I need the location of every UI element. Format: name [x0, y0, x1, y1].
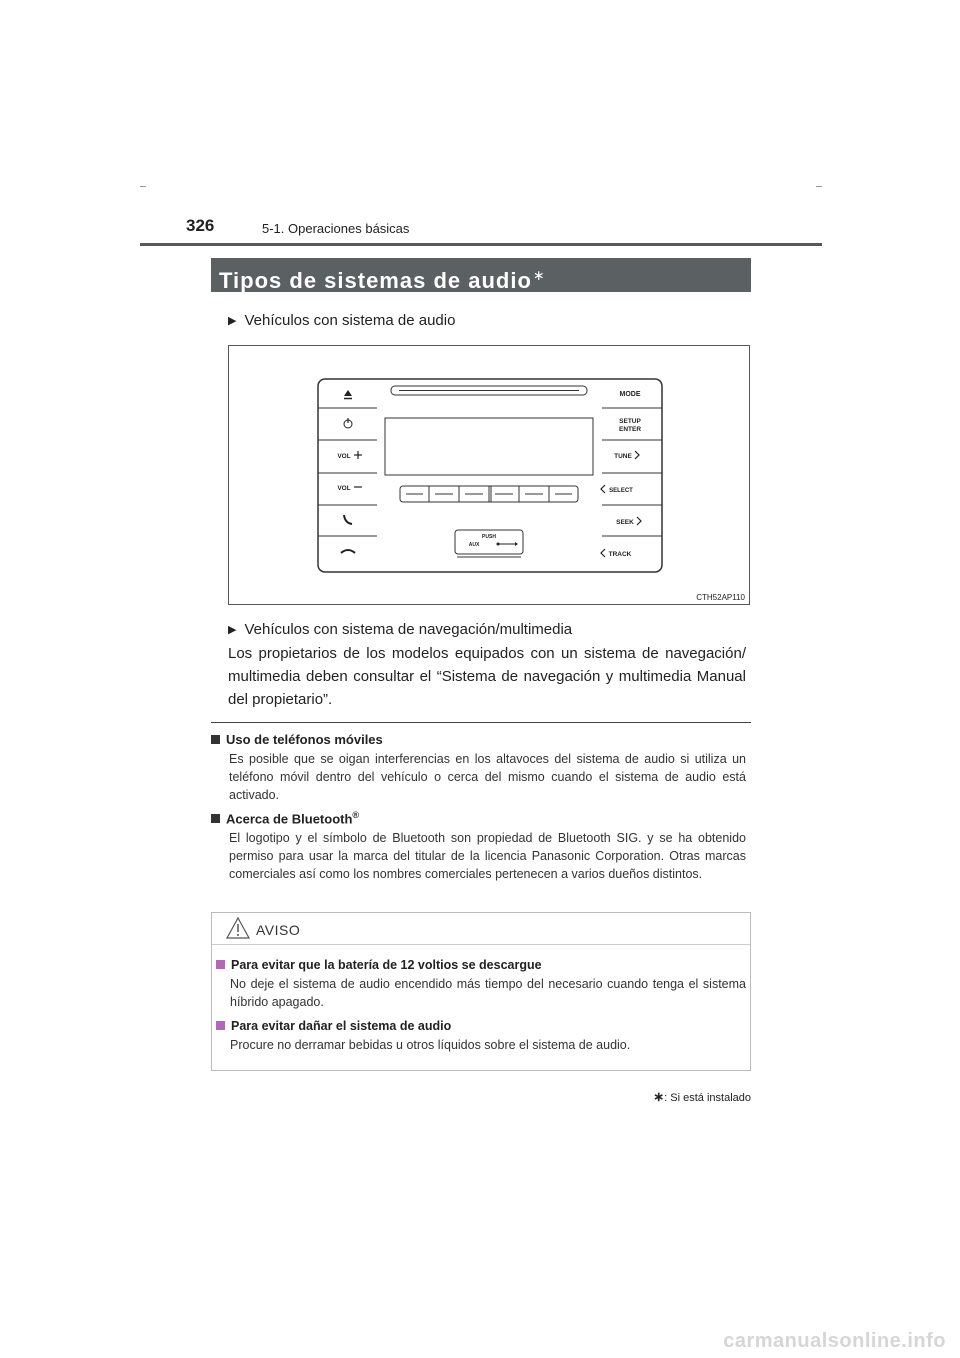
square-bullet-icon [211, 735, 220, 744]
select-label: SELECT [609, 488, 633, 494]
audio-unit-figure [228, 345, 750, 605]
note-heading: Uso de teléfonos móviles [226, 732, 383, 747]
section-label: 5-1. Operaciones básicas [262, 221, 410, 236]
mode-label: MODE [619, 391, 641, 398]
warning-item-audio [216, 1019, 746, 1054]
bullet-audio [228, 312, 455, 329]
square-bullet-icon [216, 960, 225, 969]
header-rule [140, 243, 822, 246]
square-bullet-icon [211, 814, 220, 823]
installed-marker: ∗ [532, 267, 546, 283]
intro-paragraph: Los propietarios de los modelos equipados con un sistema de navegación/ multimedia deben consultar el “Sistema de navegación y multimedia Manual del propietario”. [228, 645, 746, 708]
bullet-nav [228, 621, 572, 638]
push-label: PUSH [482, 534, 496, 540]
bullet-audio-text: Vehículos con sistema de audio [244, 312, 456, 329]
note-text: Es posible que se oigan interferencias en los altavoces del sistema de audio si utiliza un teléfono móvil dentro del vehículo o cerca del mismo cuando el sistema de audio está activado. [229, 752, 746, 802]
note-bluetooth [211, 810, 751, 883]
note-mobile-phones [211, 732, 751, 804]
vol-plus-label: VOL [337, 453, 351, 460]
registered-mark: ® [352, 810, 360, 820]
note-heading: Acerca de Bluetooth [226, 811, 353, 827]
section-title: Tipos de sistemas de audio [219, 268, 532, 293]
enter-label: ENTER [618, 426, 642, 433]
crop-mark [816, 186, 822, 187]
footnote-marker: ∗ [653, 1089, 665, 1104]
figure-code: CTH52AP110 [696, 593, 745, 602]
warning-title: AVISO [256, 922, 301, 938]
warning-heading: Para evitar que la batería de 12 voltios se descargue [231, 958, 542, 972]
track-label: TRACK [608, 551, 632, 558]
triangle-bullet-icon: ▶ [228, 624, 237, 636]
note-text: El logotipo y el símbolo de Bluetooth son propiedad de Bluetooth SIG. y se ha obtenido permiso para usar la marca del titular de la licencia Panasonic Corporation. Otras marcas comerciales así como los nombres comerciales pertenecen a varios dueños distintos. [229, 831, 746, 882]
aux-label: AUX [468, 542, 480, 548]
watermark: carmanualsonline.info [723, 1330, 946, 1352]
setup-label: SETUP [619, 418, 641, 425]
warning-header [212, 913, 750, 945]
seek-label: SEEK [616, 519, 634, 526]
vol-minus-label: VOL [337, 485, 351, 492]
footnote-text: : Si está instalado [664, 1092, 751, 1104]
footnote [653, 1089, 751, 1105]
bullet-nav-text: Vehículos con sistema de navegación/multimedia [244, 621, 573, 638]
warning-triangle-icon [226, 917, 250, 939]
tune-label: TUNE [614, 453, 632, 460]
warning-box [211, 912, 751, 1071]
audio-unit-illustration [229, 346, 749, 604]
section-title-bar [211, 258, 751, 292]
triangle-bullet-icon: ▶ [228, 315, 237, 327]
square-bullet-icon [216, 1021, 225, 1030]
section-divider [211, 722, 751, 723]
warning-text: Procure no derramar bebidas u otros líquidos sobre el sistema de audio. [230, 1038, 631, 1052]
warning-heading: Para evitar dañar el sistema de audio [231, 1019, 452, 1033]
warning-text: No deje el sistema de audio encendido más tiempo del necesario cuando tenga el sistema híbrido apagado. [230, 977, 746, 1009]
crop-mark [140, 186, 146, 187]
page-number: 326 [186, 216, 215, 235]
warning-item-battery [216, 958, 746, 1011]
